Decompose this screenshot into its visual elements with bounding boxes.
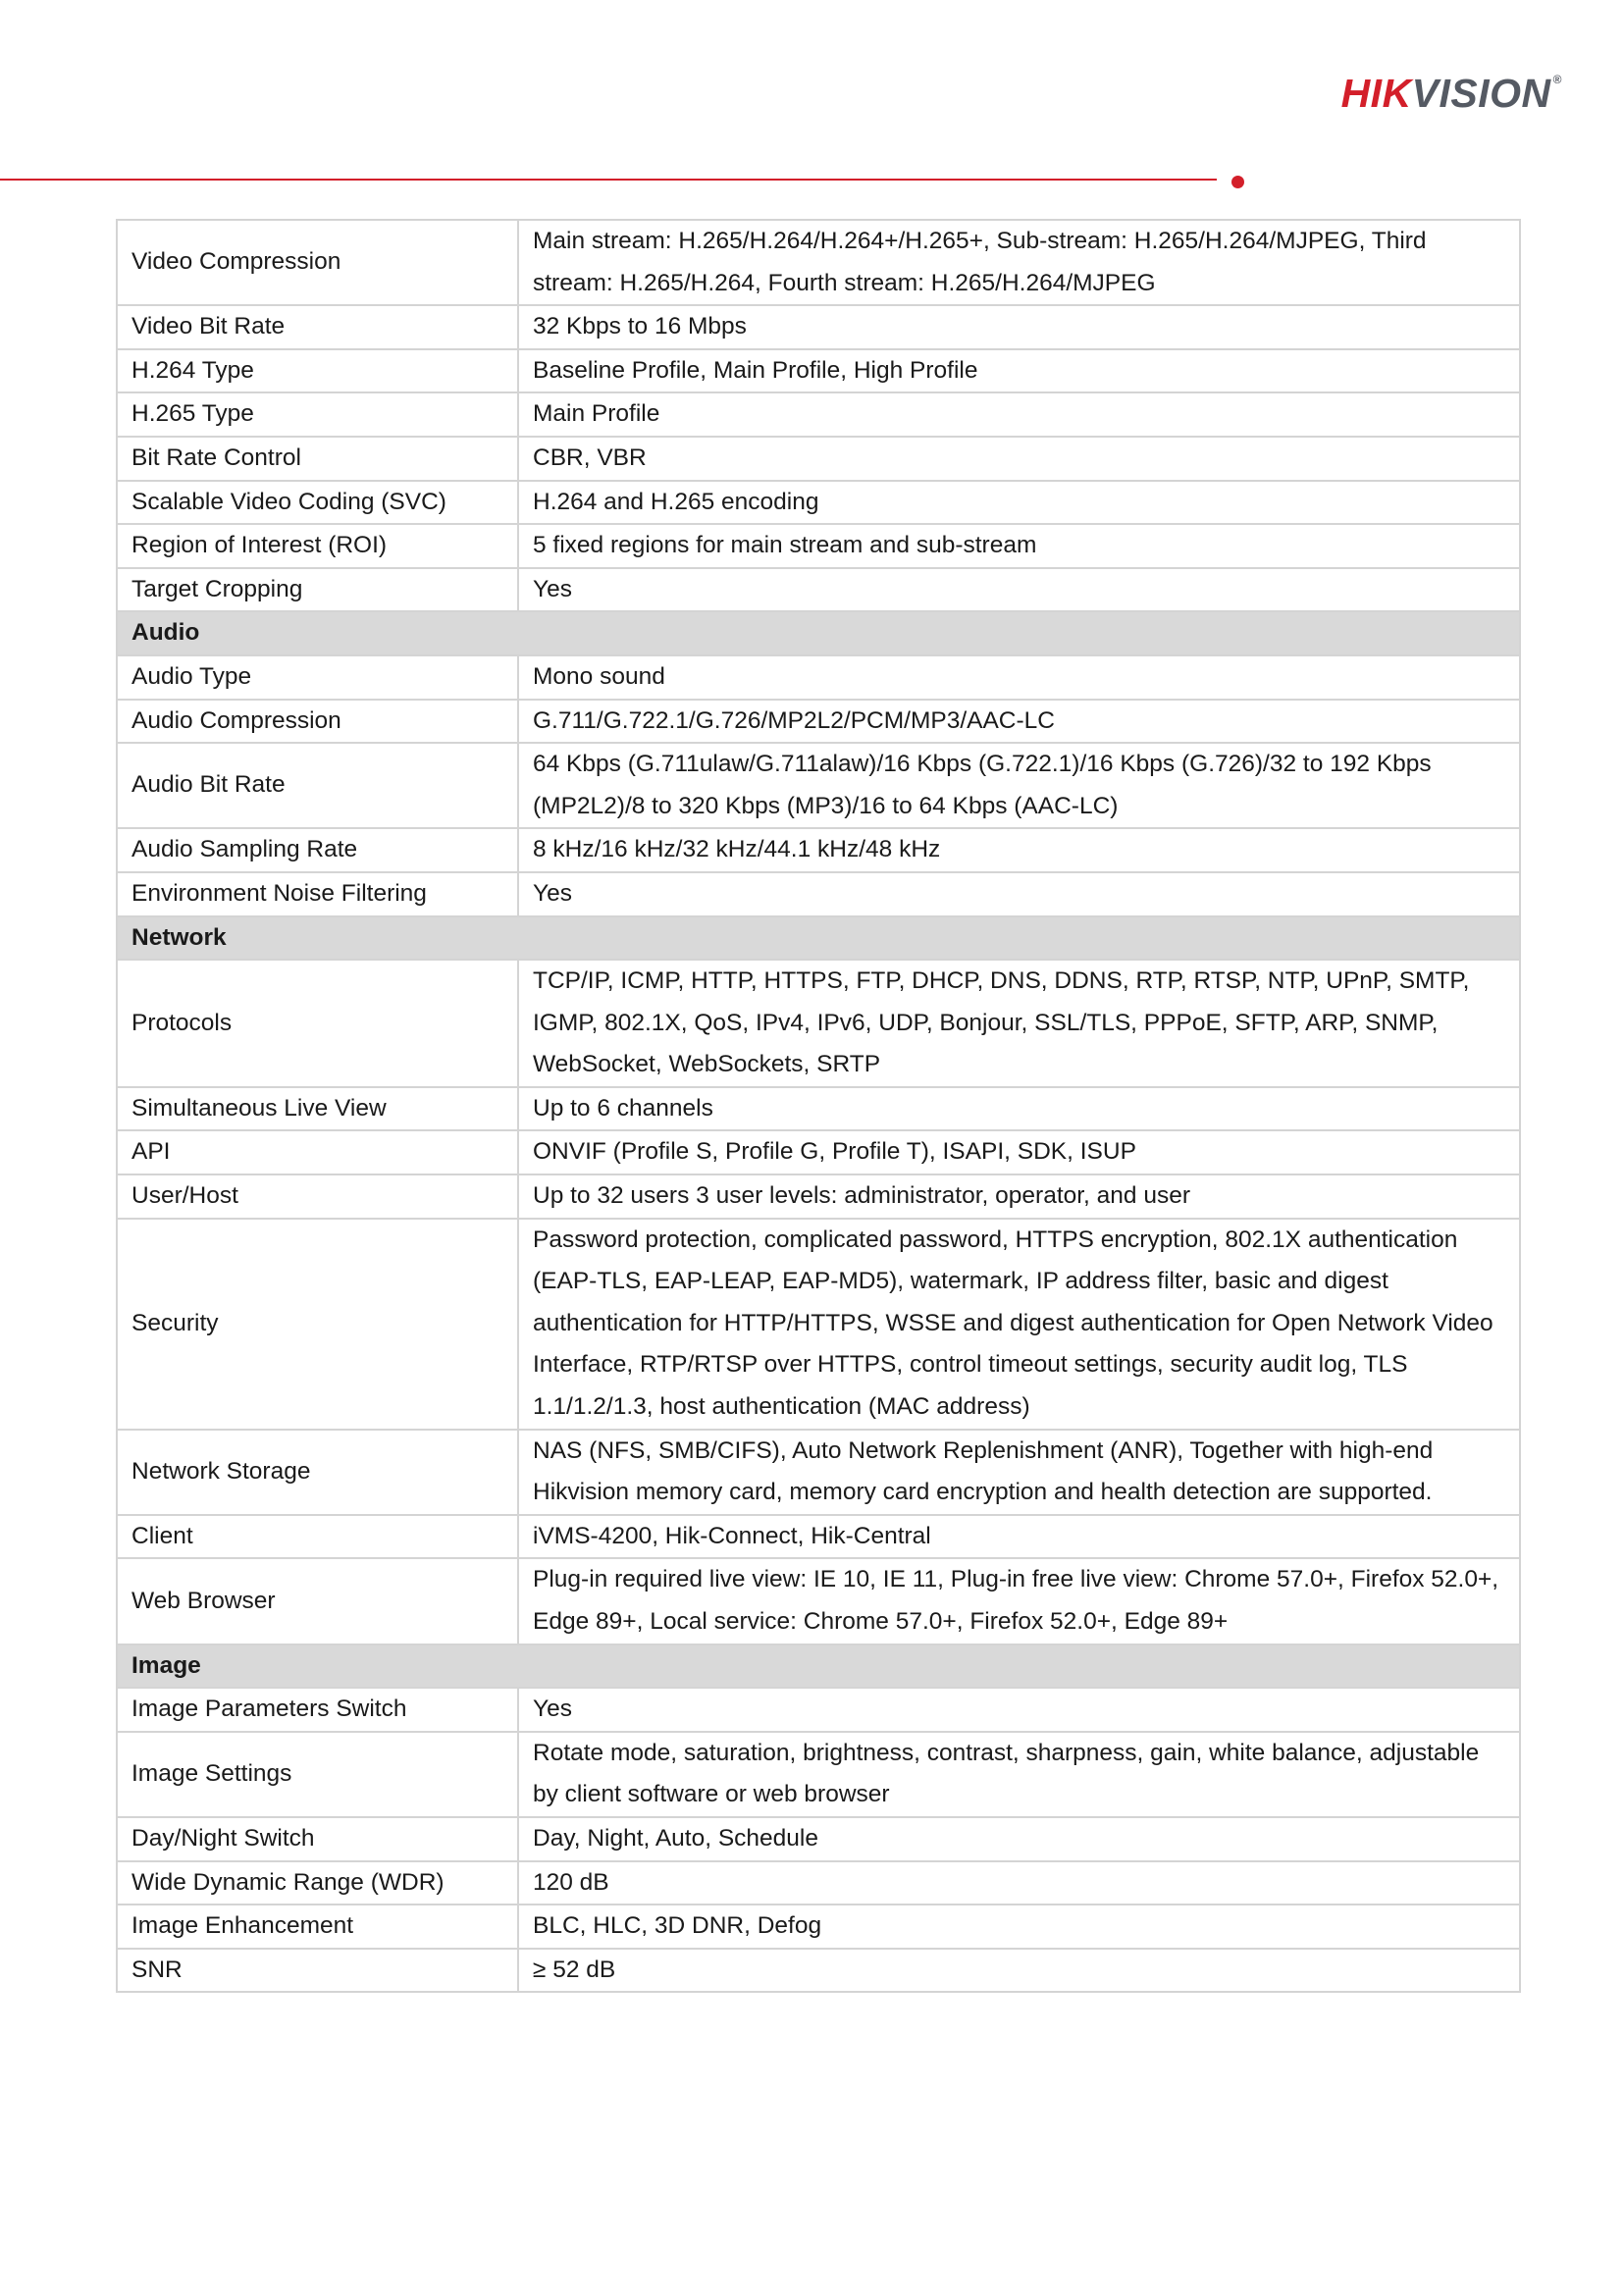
spec-row xyxy=(117,872,1520,916)
specifications-table xyxy=(116,219,1521,1993)
spec-label: Region of Interest (ROI) xyxy=(117,524,518,568)
registered-mark: ® xyxy=(1552,73,1562,86)
spec-label: Image Parameters Switch xyxy=(117,1688,518,1732)
spec-value: ONVIF (Profile S, Profile G, Profile T), ISAPI, SDK, ISUP xyxy=(518,1130,1520,1174)
spec-label: Bit Rate Control xyxy=(117,437,518,481)
spec-label: Day/Night Switch xyxy=(117,1817,518,1861)
spec-label: Video Compression xyxy=(117,220,518,305)
spec-value: Main Profile xyxy=(518,392,1520,437)
logo-text-hik: HIK xyxy=(1340,71,1412,116)
spec-value: iVMS-4200, Hik-Connect, Hik-Central xyxy=(518,1515,1520,1559)
spec-row xyxy=(117,1732,1520,1817)
spec-row xyxy=(117,1905,1520,1949)
spec-value: BLC, HLC, 3D DNR, Defog xyxy=(518,1905,1520,1949)
spec-label: H.264 Type xyxy=(117,349,518,393)
spec-label: Audio Type xyxy=(117,655,518,700)
spec-value: Yes xyxy=(518,872,1520,916)
header-rule xyxy=(0,179,1217,181)
spec-label: User/Host xyxy=(117,1174,518,1219)
section-header-row xyxy=(117,611,1520,655)
spec-row xyxy=(117,1087,1520,1131)
header-dot xyxy=(1231,176,1244,188)
spec-label: Video Bit Rate xyxy=(117,305,518,349)
spec-row xyxy=(117,1861,1520,1905)
spec-value: 64 Kbps (G.711ulaw/G.711alaw)/16 Kbps (G.722.1)/16 Kbps (G.726)/32 to 192 Kbps (MP2L2)/8 to 320 Kbps (MP3)/16 to 64 Kbps (AAC-LC) xyxy=(518,743,1520,828)
spec-value: Baseline Profile, Main Profile, High Profile xyxy=(518,349,1520,393)
spec-value: TCP/IP, ICMP, HTTP, HTTPS, FTP, DHCP, DNS, DDNS, RTP, RTSP, NTP, UPnP, SMTP, IGMP, 802.1X, QoS, IPv4, IPv6, UDP, Bonjour, SSL/TLS, PPPoE, SFTP, ARP, SNMP, WebSocket, WebSockets, SRTP xyxy=(518,960,1520,1087)
spec-row xyxy=(117,392,1520,437)
spec-value: Up to 6 channels xyxy=(518,1087,1520,1131)
spec-row xyxy=(117,655,1520,700)
spec-label: H.265 Type xyxy=(117,392,518,437)
spec-row xyxy=(117,828,1520,872)
spec-label: SNR xyxy=(117,1949,518,1993)
spec-value: 32 Kbps to 16 Mbps xyxy=(518,305,1520,349)
spec-row xyxy=(117,349,1520,393)
section-title: Network xyxy=(117,916,1520,961)
spec-row xyxy=(117,743,1520,828)
spec-value: Yes xyxy=(518,1688,1520,1732)
spec-value: 120 dB xyxy=(518,1861,1520,1905)
section-header-row xyxy=(117,916,1520,961)
spec-row xyxy=(117,305,1520,349)
spec-row xyxy=(117,1515,1520,1559)
spec-value: Mono sound xyxy=(518,655,1520,700)
spec-row xyxy=(117,568,1520,612)
spec-row xyxy=(117,1430,1520,1515)
spec-value: CBR, VBR xyxy=(518,437,1520,481)
logo-text-vision: VISION xyxy=(1411,71,1551,116)
specifications-table-body xyxy=(117,220,1520,1992)
spec-label: Web Browser xyxy=(117,1558,518,1644)
spec-label: Network Storage xyxy=(117,1430,518,1515)
spec-value: NAS (NFS, SMB/CIFS), Auto Network Replenishment (ANR), Together with high-end Hikvision memory card, memory card encryption and health detection are supported. xyxy=(518,1430,1520,1515)
spec-label: Simultaneous Live View xyxy=(117,1087,518,1131)
spec-row xyxy=(117,220,1520,305)
section-title: Image xyxy=(117,1644,1520,1689)
spec-label: Image Enhancement xyxy=(117,1905,518,1949)
spec-label: Audio Sampling Rate xyxy=(117,828,518,872)
spec-value: 5 fixed regions for main stream and sub-stream xyxy=(518,524,1520,568)
spec-row xyxy=(117,1174,1520,1219)
spec-row xyxy=(117,960,1520,1087)
spec-row xyxy=(117,1219,1520,1430)
spec-value: Password protection, complicated password, HTTPS encryption, 802.1X authentication (EAP-TLS, EAP-LEAP, EAP-MD5), watermark, IP address filter, basic and digest authentication for HTTP/HTTPS, WSSE and digest authentication for Open Network Video Interface, RTP/RTSP over HTTPS, control timeout settings, security audit log, TLS 1.1/1.2/1.3, host authentication (MAC address) xyxy=(518,1219,1520,1430)
spec-row xyxy=(117,1688,1520,1732)
spec-value: G.711/G.722.1/G.726/MP2L2/PCM/MP3/AAC-LC xyxy=(518,700,1520,744)
hikvision-logo xyxy=(1340,71,1562,116)
section-header-row xyxy=(117,1644,1520,1689)
spec-label: Image Settings xyxy=(117,1732,518,1817)
spec-value: ≥ 52 dB xyxy=(518,1949,1520,1993)
spec-label: Security xyxy=(117,1219,518,1430)
spec-label: API xyxy=(117,1130,518,1174)
spec-row xyxy=(117,481,1520,525)
spec-row xyxy=(117,700,1520,744)
spec-label: Scalable Video Coding (SVC) xyxy=(117,481,518,525)
spec-label: Wide Dynamic Range (WDR) xyxy=(117,1861,518,1905)
spec-label: Target Cropping xyxy=(117,568,518,612)
spec-value: Yes xyxy=(518,568,1520,612)
spec-value: Main stream: H.265/H.264/H.264+/H.265+, Sub-stream: H.265/H.264/MJPEG, Third stream: H.265/H.264, Fourth stream: H.265/H.264/MJPEG xyxy=(518,220,1520,305)
spec-value: Plug-in required live view: IE 10, IE 11, Plug-in free live view: Chrome 57.0+, Firefox 52.0+, Edge 89+, Local service: Chrome 57.0+, Firefox 52.0+, Edge 89+ xyxy=(518,1558,1520,1644)
spec-label: Protocols xyxy=(117,960,518,1087)
spec-value: Day, Night, Auto, Schedule xyxy=(518,1817,1520,1861)
section-title: Audio xyxy=(117,611,1520,655)
spec-value: H.264 and H.265 encoding xyxy=(518,481,1520,525)
spec-row xyxy=(117,1949,1520,1993)
spec-label: Audio Bit Rate xyxy=(117,743,518,828)
spec-row xyxy=(117,437,1520,481)
spec-row xyxy=(117,1558,1520,1644)
spec-value: Rotate mode, saturation, brightness, contrast, sharpness, gain, white balance, adjustable by client software or web browser xyxy=(518,1732,1520,1817)
spec-label: Client xyxy=(117,1515,518,1559)
spec-value: Up to 32 users 3 user levels: administrator, operator, and user xyxy=(518,1174,1520,1219)
spec-row xyxy=(117,1817,1520,1861)
spec-value: 8 kHz/16 kHz/32 kHz/44.1 kHz/48 kHz xyxy=(518,828,1520,872)
spec-row xyxy=(117,524,1520,568)
spec-label: Audio Compression xyxy=(117,700,518,744)
spec-label: Environment Noise Filtering xyxy=(117,872,518,916)
spec-row xyxy=(117,1130,1520,1174)
